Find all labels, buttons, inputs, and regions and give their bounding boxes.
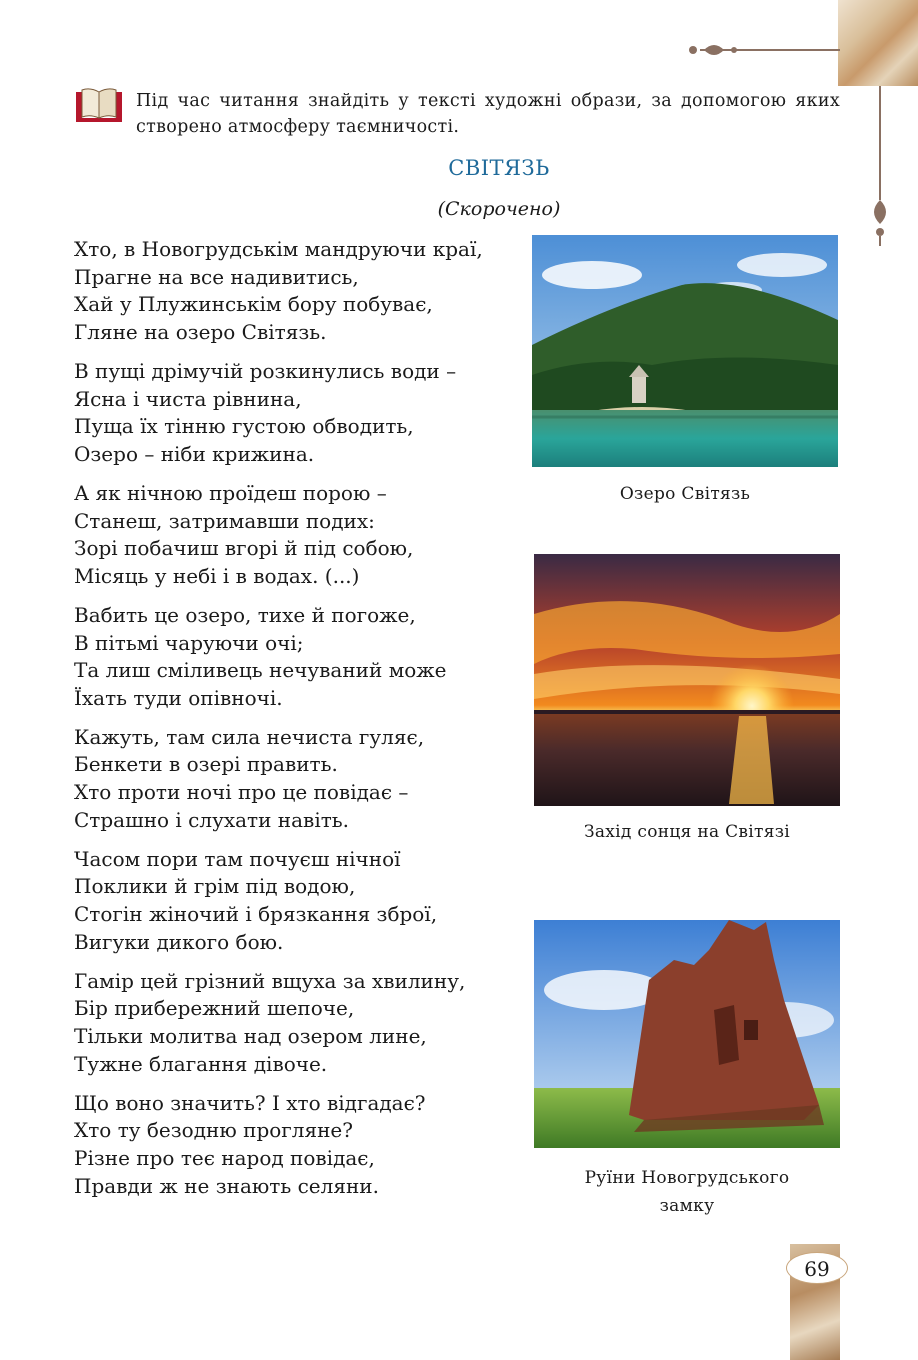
poem-subtitle: (Скорочено) [437,198,561,220]
poem-line: Хто проти ночі про це повідає – [74,780,409,805]
poem-line: Правди ж не знають селяни. [74,1173,379,1198]
poem-line: В пущі дрімучій розкинулись води – [74,358,457,383]
poem-line: Стогін жіночий і брязкання зброї, [74,902,438,927]
poem-line: Тужне благання дівоче. [74,1051,328,1076]
poem-line: Хто, в Новогрудськім мандруючи краї, [74,237,483,261]
lake-svitiaz-photo [532,235,838,467]
poem-line: Поклики й грім під водою, [74,874,356,899]
poem-line: Кажуть, там сила нечиста гуляє, [74,724,425,749]
reading-task-instruction: Під час читання знайдіть у тексті художні образи, за допомогою яких створено атмосферу таємничості. [136,91,840,137]
poem-line: Вабить це озеро, тихе й погоже, [74,602,416,627]
figure-caption-line: Руїни Новогрудського [584,1168,790,1188]
poem-line: Бенкети в озері править. [74,752,338,777]
poem-line: Хто ту безодню прогляне? [74,1118,353,1143]
poem-line: Гамір цей грізний вщуха за хвилину, [74,968,466,993]
poem-line: Вигуки дикого бою. [74,929,284,954]
poem-line: Страшно і слухати навіть. [74,807,350,832]
poem-line: Пуща їх тінню густою обводить, [74,414,414,439]
figure-caption [534,1164,840,1220]
open-book-icon [74,86,124,126]
poem-line: Місяць у небі і в водах. (...) [74,563,360,588]
poem-stanza [74,846,526,956]
poem-stanza [74,480,526,590]
poem-line: Тільки молитва над озером лине, [74,1024,427,1048]
poem-line: Різне про теє народ повідає, [74,1145,375,1170]
poem-line: А як нічною проїдеш порою – [74,480,387,505]
poem-line: Прагне на все надивитись, [74,264,359,289]
poem-line: Станеш, затримавши подих: [74,508,375,533]
poem-line: Що воно значить? І хто відгадає? [74,1090,426,1115]
poem-stanza [74,358,526,468]
poem-line: Гляне на озеро Світязь. [74,319,327,344]
poem-stanza [74,1090,526,1200]
poem-line: Озеро – ніби крижина. [74,441,315,466]
decorative-corner-artwork [838,0,918,86]
poem-stanza [74,968,526,1078]
poem-line: В пітьмі чаруючи очі; [74,630,304,655]
poem-line: Хай у Плужинськім бору побуває, [74,292,433,317]
poem-line: Бір прибережний шепоче, [74,996,355,1021]
poem-line: Зорі побачиш вгорі й під собою, [74,536,414,561]
poem-stanza [74,236,526,346]
sunset-photo [534,554,840,806]
poem-line: Та лиш сміливець нечуваний може [74,658,447,683]
figure-caption: Захід сонця на Світязі [583,822,791,842]
poem-stanza [74,724,526,834]
page-number: 69 [786,1252,848,1284]
castle-ruins-photo [534,920,840,1148]
figure-caption: Озеро Світязь [619,484,751,504]
poem-text [74,236,526,1212]
poem-line: Їхать туди опівночі. [74,685,283,710]
poem-line: Часом пори там почуєш нічної [74,846,401,871]
poem-title: СВІТЯЗЬ [448,156,550,180]
figure-caption-line: замку [659,1196,715,1216]
poem-stanza [74,602,526,712]
poem-line: Ясна і чиста рівнина, [74,386,302,411]
